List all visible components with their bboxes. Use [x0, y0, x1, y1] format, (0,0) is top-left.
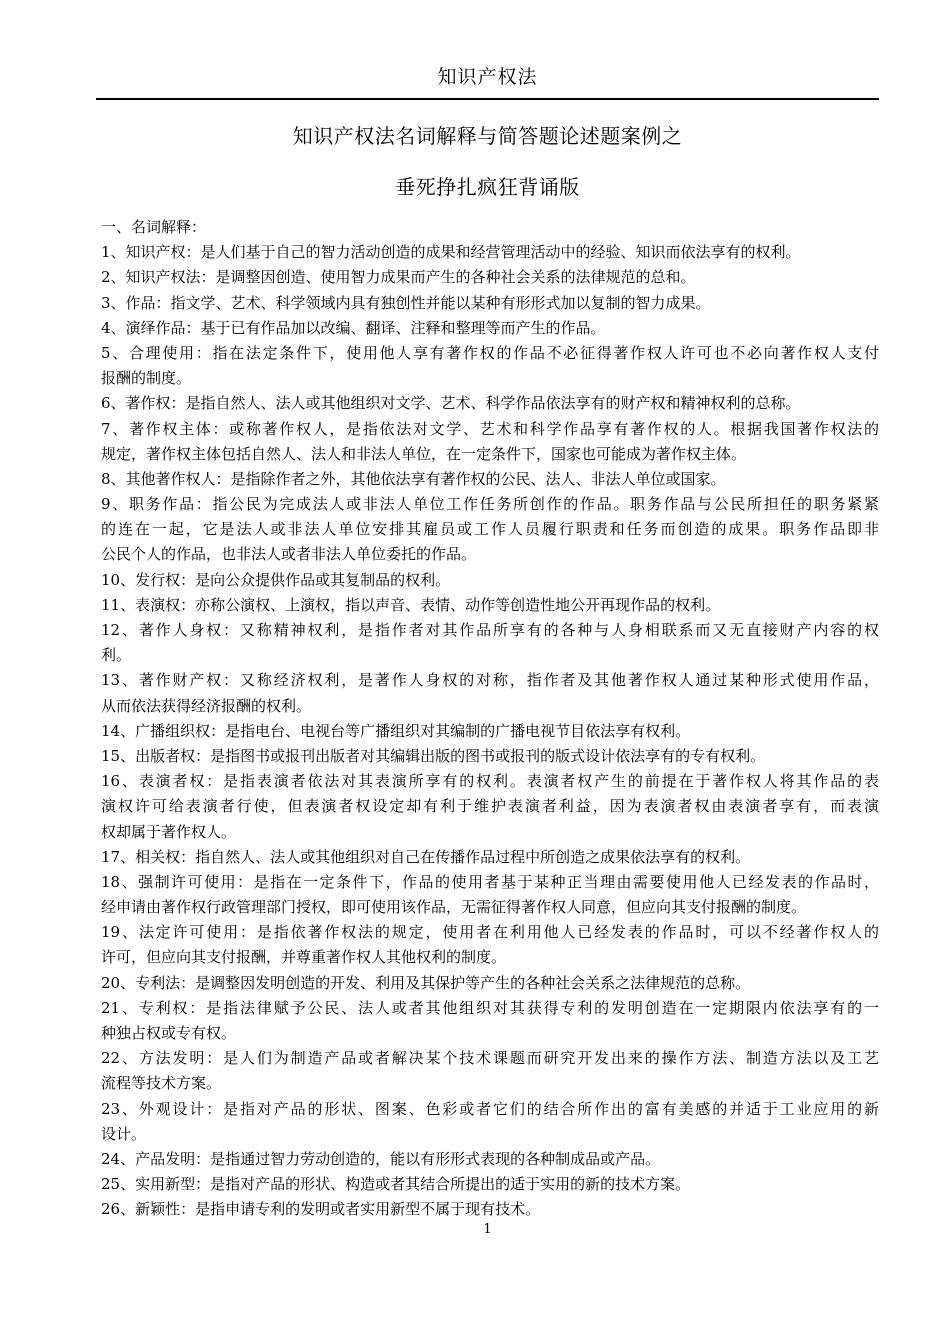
header-rule	[96, 98, 879, 100]
definition-item	[101, 668, 879, 718]
definition-line: 24、产品发明：是指通过智力劳动创造的，能以有形形式表现的各种制成品或产品。	[101, 1149, 661, 1168]
definition-line: 4、演绎作品：基于已有作品加以改编、翻译、注释和整理等而产生的作品。	[101, 318, 606, 337]
definition-line: 5、合理使用：指在法定条件下，使用他人享有著作权的作品不必征得著作权人许可也不必向著作权人支付	[101, 343, 879, 362]
definition-line: 19、法定许可使用：是指依著作权法的规定，使用者在利用他人已经发表的作品时，可以不经著作权人的	[101, 923, 879, 942]
definition-item	[101, 1097, 879, 1147]
document-title-line-1: 知识产权法名词解释与简答题论述题案例之	[292, 124, 683, 148]
definition-line: 公民个人的作品，也非法人或者非法人单位委托的作品。	[101, 545, 477, 564]
definition-item	[101, 1046, 879, 1096]
definition-item	[101, 391, 879, 416]
definition-item	[101, 996, 879, 1046]
running-header: 知识产权法	[437, 66, 538, 88]
definition-item	[101, 920, 879, 970]
definition-line: 利。	[101, 646, 132, 665]
definition-line: 13、著作财产权：又称经济权利，是著作人身权的对称，指作者及其他著作权人通过某种形式使用作品，	[101, 671, 879, 690]
definition-item	[101, 593, 879, 618]
definition-line: 规定，著作权主体包括自然人、法人和非法人单位，在一定条件下，国家也可能成为著作权主体。	[101, 444, 747, 463]
definition-line: 12、著作人身权：又称精神权利，是指作者对其作品所享有的各种与人身相联系而又无直接财产内容的权	[101, 621, 879, 639]
definition-line: 23、外观设计：是指对产品的形状、图案、色彩或者它们的结合所作出的富有美感的并适于工业应用的新	[101, 1099, 879, 1118]
definition-line: 演权许可给表演者行使，但表演者权设定却有利于维护表演者利益，因为表演者权由表演者享有，而表演	[101, 797, 879, 816]
definition-item	[101, 265, 879, 290]
definition-item	[101, 971, 879, 996]
definition-line: 18、强制许可使用：是指在一定条件下，作品的使用者基于某种正当理由需要使用他人已经发表的作品时，	[101, 872, 879, 891]
definition-item	[101, 492, 879, 568]
definition-line: 10、发行权：是向公众提供作品或其复制品的权利。	[101, 570, 451, 589]
definition-line: 1、知识产权：是人们基于自己的智力活动创造的成果和经营管理活动中的经验、知识而依法享有的权利。	[101, 243, 801, 262]
definition-item	[101, 568, 879, 593]
definition-line: 25、实用新型：是指对产品的形状、构造或者其结合所提出的适于实用的新的技术方案。	[101, 1175, 691, 1194]
definition-item	[101, 845, 879, 870]
definition-item	[101, 316, 879, 341]
definition-line: 16、表演者权：是指表演者依法对其表演所享有的权利。表演者权产生的前提在于著作权人将其作品的表	[101, 772, 879, 791]
document-title-line-2: 垂死挣扎疯狂背诵版	[395, 175, 580, 199]
definition-item	[101, 417, 879, 467]
definition-item	[101, 341, 879, 391]
definition-list	[101, 240, 879, 1222]
definition-line: 许可，但应向其支付报酬，并尊重著作权人其他权利的制度。	[101, 948, 507, 967]
definition-line: 经申请由著作权行政管理部门授权，即可使用该作品，无需征得著作权人同意，但应向其支付报酬的制度。	[101, 898, 807, 917]
definition-line: 流程等技术方案。	[101, 1074, 222, 1093]
definition-line: 6、著作权：是指自然人、法人或其他组织对文学、艺术、科学作品依法享有的财产权和精神权利的总称。	[101, 394, 801, 413]
definition-item	[101, 1147, 879, 1172]
definition-item	[101, 291, 879, 316]
definition-item	[101, 240, 879, 265]
definition-item	[101, 769, 879, 845]
section-heading: 一、名词解释：	[101, 218, 207, 236]
definition-line: 2、知识产权法：是调整因创造、使用智力成果而产生的各种社会关系的法律规范的总和。	[101, 268, 696, 287]
document-body	[101, 215, 879, 1223]
definition-line: 从而依法获得经济报酬的权利。	[101, 696, 312, 715]
definition-line: 26、新颖性：是指申请专利的发明或者实用新型不属于现有技术。	[101, 1200, 541, 1219]
definition-line: 的连在一起，它是法人或非法人单位安排其雇员或工作人员履行职责和任务而创造的成果。职务作品即非	[101, 520, 879, 539]
definition-line: 3、作品：指文学、艺术、科学领域内具有独创性并能以某种有形形式加以复制的智力成果。	[101, 293, 711, 312]
definition-line: 14、广播组织权：是指电台、电视台等广播组织对其编制的广播电视节目依法享有权利。	[101, 721, 691, 740]
definition-item	[101, 467, 879, 492]
definition-line: 15、出版者权：是指图书或报刊出版者对其编辑出版的图书或报刊的版式设计依法享有的专有权利。	[101, 746, 766, 765]
definition-item	[101, 870, 879, 920]
definition-line: 7、著作权主体：或称著作权人，是指依法对文学、艺术和科学作品享有著作权的人。根据我国著作权法的	[101, 419, 879, 438]
definition-line: 9、职务作品：指公民为完成法人或非法人单位工作任务所创作的作品。职务作品与公民所担任的职务紧紧	[101, 495, 879, 514]
definition-line: 种独占权或专有权。	[101, 1024, 237, 1042]
page-number: 1	[483, 1222, 492, 1237]
definition-item	[101, 1172, 879, 1197]
definition-item	[101, 719, 879, 744]
definition-line: 17、相关权：指自然人、法人或其他组织对自己在传播作品过程中所创造之成果依法享有的权利。	[101, 847, 751, 866]
definition-line: 11、表演权：亦称公演权、上演权，指以声音、表情、动作等创造性地公开再现作品的权利。	[101, 595, 721, 614]
definition-item	[101, 1197, 879, 1222]
definition-line: 21、专利权：是指法律赋予公民、法人或者其他组织对其获得专利的发明创造在一定期限内依法享有的一	[101, 998, 879, 1017]
definition-line: 8、其他著作权人：是指除作者之外，其他依法享有著作权的公民、法人、非法人单位或国家。	[101, 469, 726, 488]
definition-item	[101, 618, 879, 668]
definition-line: 权却属于著作权人。	[101, 822, 237, 841]
definition-line: 20、专利法：是调整因发明创造的开发、利用及其保护等产生的各种社会关系之法律规范的总称。	[101, 973, 751, 992]
definition-line: 报酬的制度。	[101, 369, 192, 388]
definition-line: 设计。	[101, 1124, 147, 1143]
definition-item	[101, 744, 879, 769]
definition-line: 22、方法发明：是人们为制造产品或者解决某个技术课题而研究开发出来的操作方法、制造方法以及工艺	[101, 1049, 879, 1068]
